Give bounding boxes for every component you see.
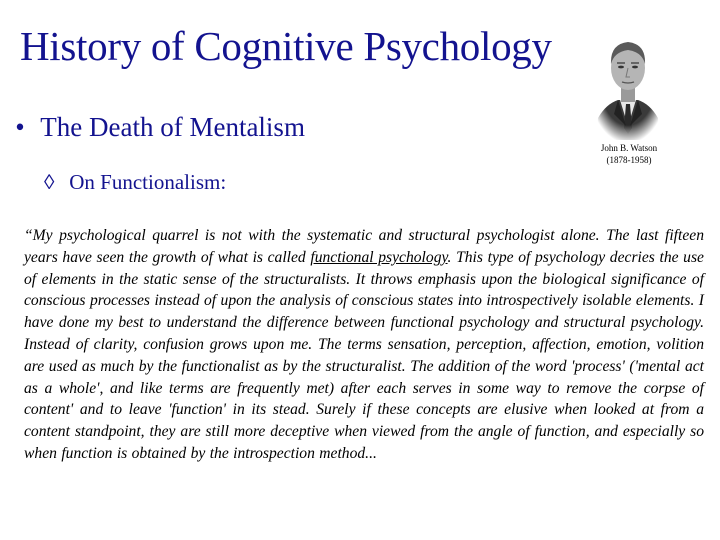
sub-point-text: On Functionalism: <box>69 170 227 194</box>
bullet-point <box>6 110 305 144</box>
caption-years: (1878-1958) <box>606 155 652 165</box>
quote-text-part1: “My psychological quarrel is not with the systematic and structural psychologist alone. The last fifteen years have seen the growth of what is called <box>24 227 704 266</box>
watson-quote <box>24 225 704 465</box>
bullet-text: The Death of Mentalism <box>40 112 305 142</box>
portrait-photo <box>592 30 664 140</box>
diamond-marker: ◊ <box>44 170 55 194</box>
slide-title: History of Cognitive Psychology <box>20 23 552 69</box>
quote-underlined-term: functional psychology <box>310 248 448 266</box>
bullet-marker: • <box>15 112 25 142</box>
watson-portrait <box>592 30 664 140</box>
caption-name: John B. Watson <box>600 143 658 153</box>
quote-text-part2: . This type of psychology decries the use of elements in the static sense of the structuralists. It throws emphasis upon the biological significance of conscious processes instead of upon the analysis of conscious states into introspectively isolable elements. I have done my best to understand the difference between functional psychology and structural psychology. Instead of clarity, confusion grows upon me. The terms sensation, perception, affection, emotion, volition are used as much by the functionalist as by the structuralist. The addition of the word 'process' ('mental act as a whole', and like terms are frequently met) after each serves in some way to remove the corpse of content' and to leave 'function' in its stead. Surely if these concepts are elusive when looked at from a content standpoint, they are still more deceptive when viewed from the angle of function, and especially so when function is obtained by the introspection method... <box>24 248 704 462</box>
portrait-caption <box>578 142 680 166</box>
sub-point <box>44 168 226 196</box>
